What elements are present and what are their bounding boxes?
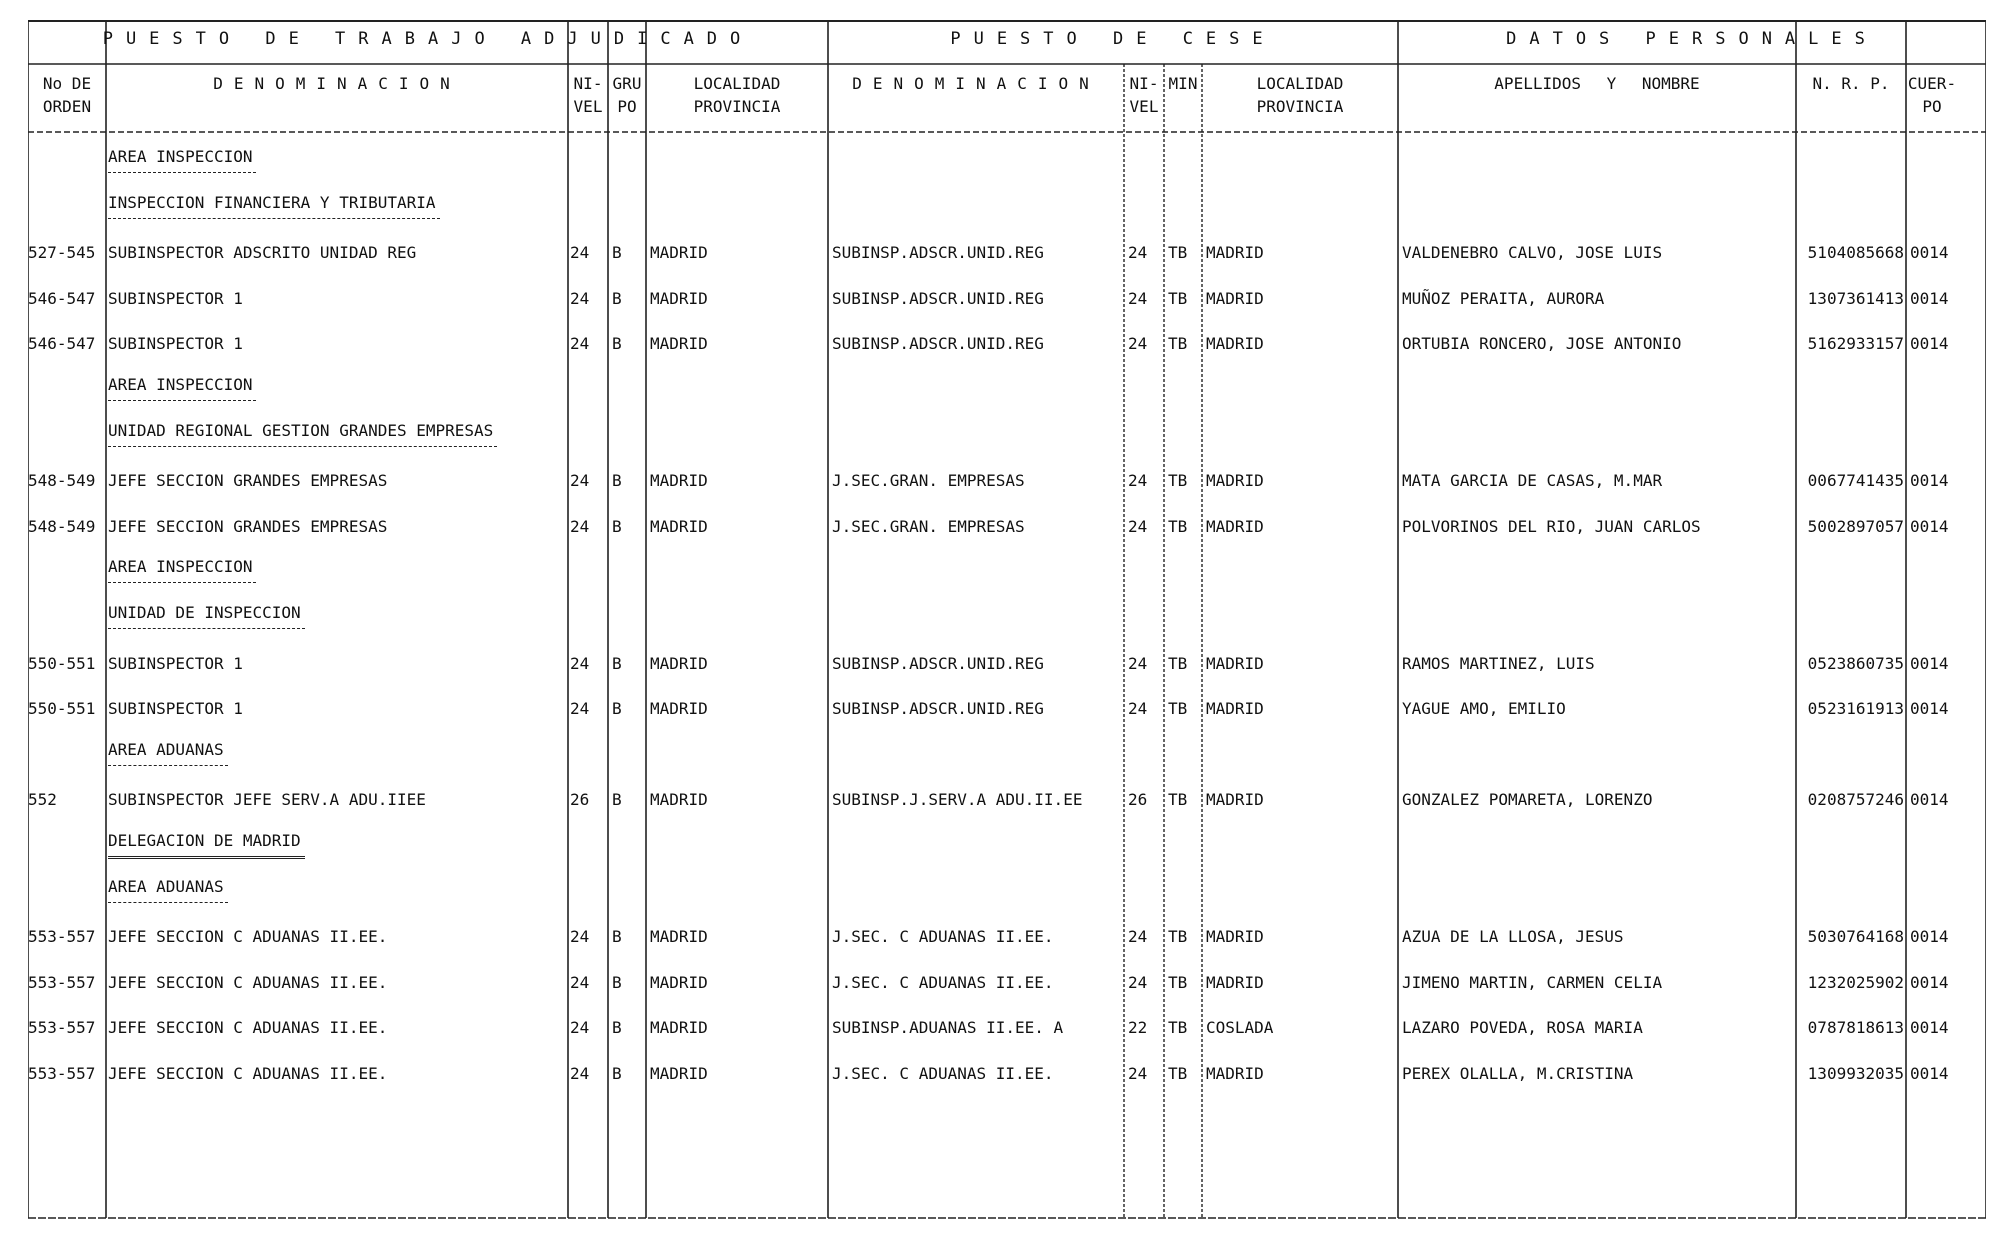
cell-nivel: 24 xyxy=(570,1018,590,1038)
cell-min: TB xyxy=(1168,288,1188,308)
cell-nivel: 24 xyxy=(570,1064,590,1083)
cell-denominacion: SUBINSPECTOR ADSCRITO UNIDAD REG xyxy=(108,243,417,263)
cell-grupo: B xyxy=(612,790,622,810)
cell-denominacion-cese: J.SEC.GRAN. EMPRESAS xyxy=(832,516,1025,536)
cell-localidad: MADRID xyxy=(650,699,708,719)
cell-min: TB xyxy=(1168,790,1188,810)
table-row xyxy=(28,1016,1986,1040)
cell-nivel: 24 xyxy=(570,471,590,491)
cell-cuerpo: 0014 xyxy=(1910,1018,1949,1038)
cell-grupo: B xyxy=(612,699,622,719)
cell-min: TB xyxy=(1168,972,1188,992)
cell-denominacion: JEFE SECCION GRANDES EMPRESAS xyxy=(108,471,388,491)
cell-nivel-cese: 24 xyxy=(1128,471,1148,491)
cell-min: TB xyxy=(1168,471,1188,491)
cell-denominacion: SUBINSPECTOR JEFE SERV.A ADU.IIEE xyxy=(108,790,426,810)
cell-cuerpo: 0014 xyxy=(1910,790,1949,810)
cell-nrp: 5104085668 xyxy=(1807,243,1904,263)
cell-apellidos-nombre: MUÑOZ PERAITA, AURORA xyxy=(1402,288,1605,308)
cell-denominacion: JEFE SECCION C ADUANAS II.EE. xyxy=(108,972,388,992)
table-row xyxy=(28,287,1986,311)
cell-localidad-cese: MADRID xyxy=(1206,334,1264,354)
cell-nivel-cese: 24 xyxy=(1128,516,1148,536)
cell-nrp: 5162933157 xyxy=(1807,334,1904,354)
cell-nivel-cese: 24 xyxy=(1128,1064,1148,1083)
section-heading: AREA ADUANAS xyxy=(108,739,224,759)
col-header-grupo: GRU PO xyxy=(612,74,642,116)
cell-denominacion-cese: J.SEC. C ADUANAS II.EE. xyxy=(832,927,1054,947)
table-row xyxy=(28,332,1986,356)
header-datos-personales: DATOS PERSONALES xyxy=(1506,29,1878,49)
cell-orden: 527-545 xyxy=(28,243,96,263)
cell-min: TB xyxy=(1168,1018,1188,1038)
cell-localidad-cese: MADRID xyxy=(1206,471,1264,491)
cell-localidad: MADRID xyxy=(650,243,708,263)
cell-grupo: B xyxy=(612,516,622,536)
cell-nivel: 24 xyxy=(570,516,590,536)
cell-orden: 546-547 xyxy=(28,334,96,354)
cell-nrp: 5030764168 xyxy=(1807,927,1904,947)
cell-localidad: MADRID xyxy=(650,790,708,810)
table-row xyxy=(28,971,1986,995)
cell-localidad-cese: MADRID xyxy=(1206,790,1264,810)
table-row xyxy=(28,925,1986,949)
cell-localidad-cese: MADRID xyxy=(1206,699,1264,719)
table-row xyxy=(28,469,1986,493)
cell-apellidos-nombre: POLVORINOS DEL RIO, JUAN CARLOS xyxy=(1402,516,1701,536)
cell-cuerpo: 0014 xyxy=(1910,516,1949,536)
col-header-cuerpo: CUER- PO xyxy=(1907,74,1957,116)
cell-grupo: B xyxy=(612,927,622,947)
cell-orden: 553-557 xyxy=(28,1064,96,1083)
col-header-denominacion: DENOMINACION xyxy=(213,74,461,93)
cell-nrp: 0067741435 xyxy=(1807,471,1904,491)
col-header-localidad: LOCALIDAD PROVINCIA xyxy=(693,74,781,116)
col-header-localidad-cese: LOCALIDAD PROVINCIA xyxy=(1256,74,1344,116)
cell-grupo: B xyxy=(612,972,622,992)
cell-nivel: 24 xyxy=(570,243,590,263)
section-heading: DELEGACION DE MADRID xyxy=(108,831,301,850)
cell-nivel-cese: 26 xyxy=(1128,790,1148,810)
col-header-orden: No DE ORDEN xyxy=(42,74,92,116)
cell-localidad-cese: MADRID xyxy=(1206,927,1264,947)
cell-nivel-cese: 24 xyxy=(1128,288,1148,308)
cell-denominacion: SUBINSPECTOR 1 xyxy=(108,653,243,673)
table-row xyxy=(28,241,1986,265)
section-heading: UNIDAD REGIONAL GESTION GRANDES EMPRESAS xyxy=(108,420,494,440)
cell-localidad: MADRID xyxy=(650,288,708,308)
cell-nrp: 1307361413 xyxy=(1807,288,1904,308)
section-heading: INSPECCION FINANCIERA Y TRIBUTARIA xyxy=(108,192,436,212)
cell-cuerpo: 0014 xyxy=(1910,699,1949,719)
col-header-nivel-cese: NI- VEL xyxy=(1129,74,1159,116)
section-underline xyxy=(108,856,305,859)
cell-localidad-cese: MADRID xyxy=(1206,516,1264,536)
cell-nivel-cese: 24 xyxy=(1128,699,1148,719)
cell-nrp: 1309932035 xyxy=(1807,1064,1904,1083)
col-header-nivel: NI- VEL xyxy=(573,74,603,116)
cell-nivel-cese: 24 xyxy=(1128,927,1148,947)
cell-apellidos-nombre: JIMENO MARTIN, CARMEN CELIA xyxy=(1402,972,1663,992)
cell-orden: 553-557 xyxy=(28,927,96,947)
cell-denominacion: SUBINSPECTOR 1 xyxy=(108,334,243,354)
cell-apellidos-nombre: VALDENEBRO CALVO, JOSE LUIS xyxy=(1402,243,1663,263)
section-underline xyxy=(108,400,256,401)
personnel-table xyxy=(28,20,1986,1220)
cell-localidad: MADRID xyxy=(650,653,708,673)
cell-localidad-cese: MADRID xyxy=(1206,653,1264,673)
cell-cuerpo: 0014 xyxy=(1910,471,1949,491)
cell-denominacion-cese: J.SEC. C ADUANAS II.EE. xyxy=(832,1064,1054,1083)
cell-min: TB xyxy=(1168,243,1188,263)
cell-grupo: B xyxy=(612,288,622,308)
cell-apellidos-nombre: MATA GARCIA DE CASAS, M.MAR xyxy=(1402,471,1663,491)
section-underline xyxy=(108,628,305,629)
cell-localidad: MADRID xyxy=(650,471,708,491)
cell-denominacion-cese: SUBINSP.ADSCR.UNID.REG xyxy=(832,699,1044,719)
cell-min: TB xyxy=(1168,927,1188,947)
cell-localidad: MADRID xyxy=(650,972,708,992)
cell-orden: 550-551 xyxy=(28,699,96,719)
col-header-apellidos-nombre: APELLIDOS Y NOMBRE xyxy=(1494,74,1700,93)
section-heading: AREA ADUANAS xyxy=(108,876,224,896)
cell-min: TB xyxy=(1168,699,1188,719)
cell-min: TB xyxy=(1168,1064,1188,1083)
cell-nrp: 0787818613 xyxy=(1807,1018,1904,1038)
cell-cuerpo: 0014 xyxy=(1910,653,1949,673)
cell-nrp: 0523860735 xyxy=(1807,653,1904,673)
table-row xyxy=(28,515,1986,539)
cell-cuerpo: 0014 xyxy=(1910,972,1949,992)
cell-nivel: 24 xyxy=(570,653,590,673)
cell-min: TB xyxy=(1168,334,1188,354)
section-heading: UNIDAD DE INSPECCION xyxy=(108,603,301,622)
cell-grupo: B xyxy=(612,334,622,354)
cell-apellidos-nombre: AZUA DE LA LLOSA, JESUS xyxy=(1402,927,1624,947)
col-header-min: MIN xyxy=(1168,74,1198,93)
cell-cuerpo: 0014 xyxy=(1910,288,1949,308)
section-underline xyxy=(108,218,440,219)
cell-orden: 548-549 xyxy=(28,516,96,536)
cell-localidad: MADRID xyxy=(650,1064,708,1083)
cell-nrp: 0208757246 xyxy=(1807,790,1904,810)
cell-apellidos-nombre: PEREX OLALLA, M.CRISTINA xyxy=(1402,1064,1634,1083)
cell-cuerpo: 0014 xyxy=(1910,243,1949,263)
cell-localidad-cese: COSLADA xyxy=(1206,1018,1274,1038)
cell-denominacion-cese: SUBINSP.ADSCR.UNID.REG xyxy=(832,243,1044,263)
cell-apellidos-nombre: YAGUE AMO, EMILIO xyxy=(1402,699,1566,719)
cell-localidad: MADRID xyxy=(650,516,708,536)
section-underline xyxy=(108,172,256,173)
cell-denominacion: JEFE SECCION C ADUANAS II.EE. xyxy=(108,1064,388,1083)
cell-cuerpo: 0014 xyxy=(1910,334,1949,354)
cell-denominacion: JEFE SECCION C ADUANAS II.EE. xyxy=(108,1018,388,1038)
section-underline xyxy=(108,582,256,583)
section-heading: AREA INSPECCION xyxy=(108,375,253,394)
cell-nivel-cese: 24 xyxy=(1128,334,1148,354)
cell-nrp: 1232025902 xyxy=(1807,972,1904,992)
table-row xyxy=(28,1062,1986,1086)
cell-orden: 553-557 xyxy=(28,972,96,992)
cell-localidad: MADRID xyxy=(650,927,708,947)
cell-denominacion: JEFE SECCION GRANDES EMPRESAS xyxy=(108,516,388,536)
cell-denominacion-cese: J.SEC.GRAN. EMPRESAS xyxy=(832,471,1025,491)
cell-apellidos-nombre: LAZARO POVEDA, ROSA MARIA xyxy=(1402,1018,1643,1038)
cell-denominacion-cese: SUBINSP.ADUANAS II.EE. A xyxy=(832,1018,1064,1038)
col-header-nrp: N. R. P. xyxy=(1812,74,1890,93)
cell-min: TB xyxy=(1168,516,1188,536)
cell-apellidos-nombre: GONZALEZ POMARETA, LORENZO xyxy=(1402,790,1653,810)
table-row xyxy=(28,697,1986,721)
cell-cuerpo: 0014 xyxy=(1910,1064,1949,1083)
table-row xyxy=(28,788,1986,812)
cell-cuerpo: 0014 xyxy=(1910,927,1949,947)
cell-nivel: 24 xyxy=(570,972,590,992)
section-heading: AREA INSPECCION xyxy=(108,147,253,166)
col-header-denominacion-cese: DENOMINACION xyxy=(852,74,1100,93)
cell-nrp: 0523161913 xyxy=(1807,699,1904,719)
cell-nivel-cese: 22 xyxy=(1128,1018,1148,1038)
cell-denominacion-cese: J.SEC. C ADUANAS II.EE. xyxy=(832,972,1054,992)
cell-localidad-cese: MADRID xyxy=(1206,243,1264,263)
cell-orden: 553-557 xyxy=(28,1018,96,1038)
cell-denominacion-cese: SUBINSP.ADSCR.UNID.REG xyxy=(832,653,1044,673)
cell-localidad-cese: MADRID xyxy=(1206,1064,1264,1083)
cell-localidad-cese: MADRID xyxy=(1206,288,1264,308)
cell-denominacion-cese: SUBINSP.ADSCR.UNID.REG xyxy=(832,334,1044,354)
cell-localidad: MADRID xyxy=(650,334,708,354)
cell-denominacion: SUBINSPECTOR 1 xyxy=(108,699,243,719)
cell-grupo: B xyxy=(612,1064,622,1083)
cell-nivel: 24 xyxy=(570,699,590,719)
cell-orden: 546-547 xyxy=(28,288,96,308)
cell-grupo: B xyxy=(612,471,622,491)
cell-denominacion: SUBINSPECTOR 1 xyxy=(108,288,243,308)
cell-orden: 550-551 xyxy=(28,653,96,673)
header-puesto-adjudicado: PUESTO DE TRABAJO ADJUDICADO xyxy=(102,29,754,49)
section-underline xyxy=(108,902,228,903)
cell-grupo: B xyxy=(612,243,622,263)
cell-nivel-cese: 24 xyxy=(1128,243,1148,263)
header-puesto-cese: PUESTO DE CESE xyxy=(950,29,1276,49)
cell-grupo: B xyxy=(612,1018,622,1038)
cell-nivel-cese: 24 xyxy=(1128,972,1148,992)
cell-orden: 552 xyxy=(28,790,57,810)
cell-orden: 548-549 xyxy=(28,471,96,491)
cell-denominacion: JEFE SECCION C ADUANAS II.EE. xyxy=(108,927,388,947)
cell-localidad-cese: MADRID xyxy=(1206,972,1264,992)
cell-nivel: 24 xyxy=(570,288,590,308)
cell-nivel: 24 xyxy=(570,927,590,947)
cell-apellidos-nombre: RAMOS MARTINEZ, LUIS xyxy=(1402,653,1595,673)
cell-grupo: B xyxy=(612,653,622,673)
cell-denominacion-cese: SUBINSP.ADSCR.UNID.REG xyxy=(832,288,1044,308)
cell-nrp: 5002897057 xyxy=(1807,516,1904,536)
cell-apellidos-nombre: ORTUBIA RONCERO, JOSE ANTONIO xyxy=(1402,334,1682,354)
cell-nivel: 26 xyxy=(570,790,590,810)
cell-nivel: 24 xyxy=(570,334,590,354)
cell-localidad: MADRID xyxy=(650,1018,708,1038)
section-underline xyxy=(108,446,497,447)
cell-denominacion-cese: SUBINSP.J.SERV.A ADU.II.EE xyxy=(832,790,1083,810)
section-underline xyxy=(108,765,228,766)
table-row xyxy=(28,652,1986,676)
section-heading: AREA INSPECCION xyxy=(108,557,253,577)
cell-nivel-cese: 24 xyxy=(1128,653,1148,673)
cell-min: TB xyxy=(1168,653,1188,673)
